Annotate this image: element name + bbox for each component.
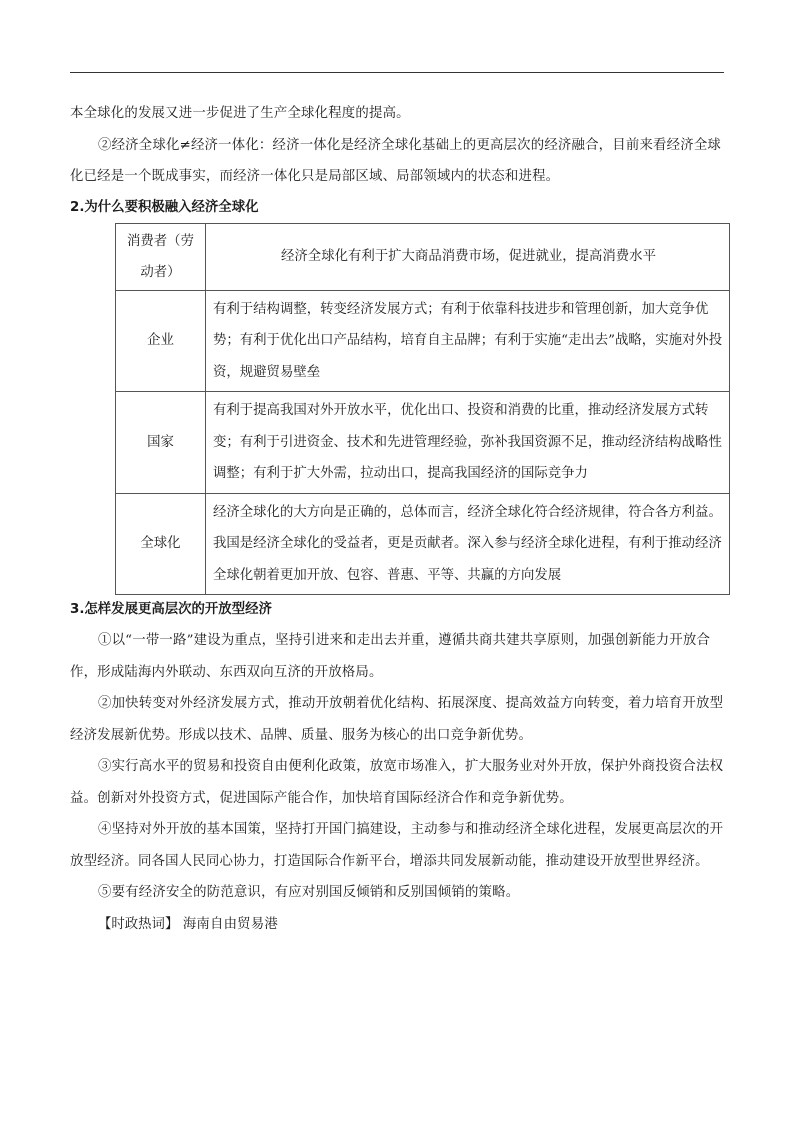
table-cell-desc: 经济全球化的大方向是正确的，总体而言，经济全球化符合经济规律，符合各方利益。我国是经济全球化的受益者，更是贡献者。深入参与经济全球化进程，有利于推动经济全球化朝着更加开放、包容、普惠、平等、共赢的方向发展: [206, 493, 730, 595]
section-2-heading: 2.为什么要积极融入经济全球化: [70, 199, 259, 215]
page-content: [70, 98, 724, 940]
table-row: [116, 223, 730, 290]
list-item: ③实行高水平的贸易和投资自由便利化政策，放宽市场准入，扩大服务业对外开放，保护外商投资合法权益。创新对外投资方式，促进国际产能合作，加快培育国际经济合作和竞争新优势。: [70, 759, 724, 806]
table-cell-label: 全球化: [116, 493, 206, 595]
table-cell-label: 国家: [116, 392, 206, 494]
table-cell-label: 消费者（劳动者）: [116, 223, 206, 290]
list-item: ①以“一带一路”建设为重点，坚持引进来和走出去并重，遵循共商共建共享原则，加强创新能力开放合作，形成陆海内外联动、东西双向互济的开放格局。: [70, 633, 711, 680]
list-item: ④坚持对外开放的基本国策，坚持打开国门搞建设，主动参与和推动经济全球化进程，发展更高层次的开放型经济。同各国人民同心协力，打造国际合作新平台，增添共同发展新动能，推动建设开放型世界经济。: [70, 822, 724, 869]
hot-topic-text: 海南自由贸易港: [182, 916, 278, 932]
table-cell-desc: 有利于提高我国对外开放水平，优化出口、投资和消费的比重，推动经济发展方式转变；有利于引进资金、技术和先进管理经验，弥补我国资源不足，推动经济结构战略性调整；有利于扩大外需，拉动出口，提高我国经济的国际竞争力: [206, 392, 730, 494]
table-cell-desc: 经济全球化有利于扩大商品消费市场，促进就业，提高消费水平: [206, 223, 730, 290]
header-rule: [70, 72, 724, 73]
intro-line: 本全球化的发展又进一步促进了生产全球化程度的提高。: [70, 106, 410, 121]
table-row: [116, 493, 730, 595]
section-3-heading: 3.怎样发展更高层次的开放型经济: [70, 602, 272, 617]
intro-paragraph-2: ②经济全球化≠经济一体化：经济一体化是经济全球化基础上的更高层次的经济融合，目前来看经济全球化已经是一个既成事实，而经济一体化只是局部区域、局部领域内的状态和进程。: [70, 137, 721, 184]
table-row: [116, 290, 730, 392]
globalization-benefits-table: [115, 223, 730, 596]
list-item: ②加快转变对外经济发展方式，推动开放朝着优化结构、拓展深度、提高效益方向转变，着力培育开放型经济发展新优势。形成以技术、品牌、质量、服务为核心的出口竞争新优势。: [70, 696, 724, 743]
table-row: [116, 392, 730, 494]
table-cell-label: 企业: [116, 290, 206, 392]
hot-topic-tag: 【时政热词】: [98, 916, 179, 932]
hot-topic-line: [70, 909, 724, 941]
list-item: ⑤要有经济安全的防范意识，有应对别国反倾销和反别国倾销的策略。: [98, 885, 520, 900]
table-cell-desc: 有利于结构调整，转变经济发展方式；有利于依靠科技进步和管理创新，加大竞争优势；有利于优化出口产品结构，培育自主品牌；有利于实施“走出去”战略，实施对外投资，规避贸易壁垒: [206, 290, 730, 392]
